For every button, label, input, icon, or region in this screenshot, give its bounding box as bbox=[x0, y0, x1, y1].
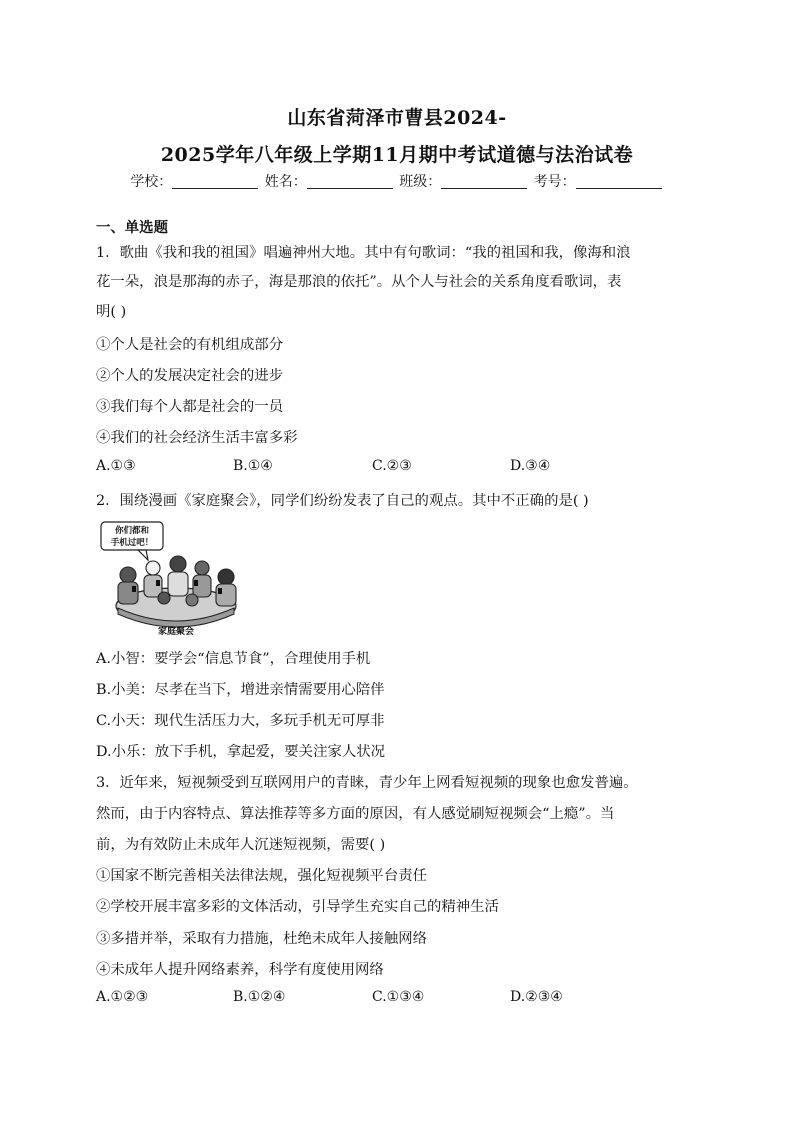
class-blank bbox=[441, 174, 527, 189]
q1-option-c: C.②③ bbox=[372, 458, 412, 474]
q3-statement-3: ③多措并举，采取有力措施，杜绝未成年人接触网络 bbox=[96, 931, 427, 947]
q3-option-c: C.①③④ bbox=[372, 989, 425, 1005]
q3-option-a: A.①②③ bbox=[96, 989, 149, 1005]
q1-stem-line-3: 明( ) bbox=[96, 304, 127, 320]
name-blank bbox=[307, 174, 393, 189]
q1-stem-line-2: 花一朵，浪是那海的赤子，海是那浪的依托”。从个人与社会的关系角度看歌词，表 bbox=[96, 274, 622, 290]
q1-statement-3: ③我们每个人都是社会的一员 bbox=[96, 399, 284, 415]
family-gathering-cartoon bbox=[98, 520, 254, 638]
q1-option-a: A.①③ bbox=[96, 458, 136, 474]
q2-choice-b: B.小美：尽孝在当下，增进亲情需要用心陪伴 bbox=[96, 682, 385, 698]
q2-stem-line-1: 2．围绕漫画《家庭聚会》，同学们纷纷发表了自己的观点。其中不正确的是( ) bbox=[96, 493, 589, 509]
q1-statement-2: ②个人的发展决定社会的进步 bbox=[96, 368, 284, 384]
exam-title-line-1: 山东省菏泽市曹县2024- bbox=[287, 107, 507, 129]
q3-stem-line-2: 然而，由于内容特点、算法推荐等多方面的原因，有人感觉刷短视频会“上瘾”。当 bbox=[96, 806, 615, 822]
speech-line-1: 你们都和 bbox=[114, 526, 150, 536]
q3-option-d: D.②③④ bbox=[510, 989, 563, 1005]
q3-statement-2: ②学校开展丰富多彩的文体活动，引导学生充实自己的精神生活 bbox=[96, 899, 499, 915]
school-blank bbox=[172, 174, 258, 189]
q3-statement-1: ①国家不断完善相关法律法规，强化短视频平台责任 bbox=[96, 868, 427, 884]
exam-number-label: 考号： bbox=[533, 174, 576, 190]
exam-title-line-2: 2025学年八年级上学期11月期中考试道德与法治试卷 bbox=[160, 144, 634, 166]
q3-statement-4: ④未成年人提升网络素养，科学有度使用网络 bbox=[96, 962, 384, 978]
section-heading: 一、单选题 bbox=[96, 219, 168, 236]
q1-option-b: B.①④ bbox=[233, 458, 273, 474]
q1-option-d: D.③④ bbox=[510, 458, 551, 474]
school-label: 学校： bbox=[130, 174, 173, 190]
exam-number-blank bbox=[576, 174, 662, 189]
name-label: 姓名： bbox=[264, 174, 307, 190]
student-info-row bbox=[0, 171, 794, 191]
q1-stem-line-1: 1．歌曲《我和我的祖国》唱遍神州大地。其中有句歌词：“我的祖国和我，像海和浪 bbox=[96, 245, 631, 261]
class-label: 班级： bbox=[399, 174, 442, 190]
q2-choice-d: D.小乐：放下手机，拿起爱，要关注家人状况 bbox=[96, 744, 386, 760]
q1-statement-4: ④我们的社会经济生活丰富多彩 bbox=[96, 430, 298, 446]
speech-bubble bbox=[101, 522, 163, 560]
speech-line-2: 手机过吧！ bbox=[110, 538, 154, 548]
q3-stem-line-3: 前，为有效防止未成年人沉迷短视频，需要( ) bbox=[96, 837, 386, 853]
q3-option-b: B.①②④ bbox=[233, 989, 286, 1005]
q1-statement-1: ①个人是社会的有机组成部分 bbox=[96, 337, 284, 353]
cartoon-caption: 家庭聚会 bbox=[157, 627, 195, 637]
q3-stem-line-1: 3．近年来，短视频受到互联网用户的青睐，青少年上网看短视频的现象也愈发普遍。 bbox=[96, 775, 638, 791]
q2-choice-a: A.小智：要学会“信息节食”，合理使用手机 bbox=[96, 651, 371, 667]
q2-choice-c: C.小天：现代生活压力大，多玩手机无可厚非 bbox=[96, 713, 385, 729]
